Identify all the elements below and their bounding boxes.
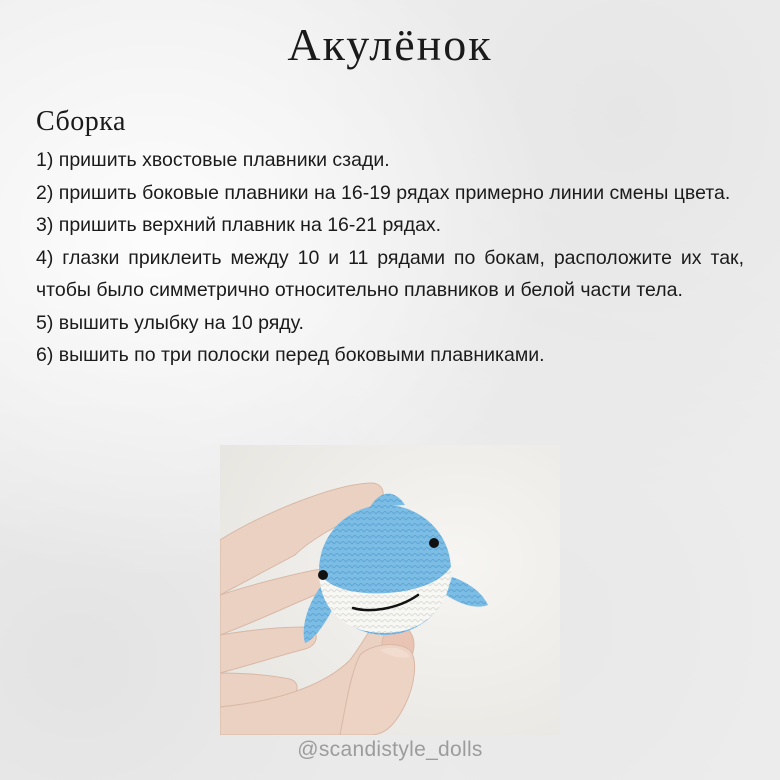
step-item: 1) пришить хвостовые плавники сзади. [36, 149, 390, 171]
step-item: 6) вышить по три полоски перед боковыми плавниками. [36, 344, 545, 366]
assembly-steps [36, 144, 744, 372]
step-item: 2) пришить боковые плавники на 16-19 рядах примерно линии смены цвета. [36, 181, 731, 204]
step-item: 4) глазки приклеить между 10 и 11 рядами по бокам, расположите их так, чтобы было симметрично относительно плавников и белой части тела. [36, 246, 744, 301]
page-title: Акулёнок [287, 19, 493, 70]
right-eye [429, 538, 439, 548]
left-eye [318, 570, 328, 580]
step-item: 3) пришить верхний плавник на 16-21 рядах. [36, 214, 442, 236]
shark-toy-photo [220, 445, 560, 735]
step-item: 5) вышить улыбку на 10 ряду. [36, 311, 304, 334]
author-handle: @scandistyle_dolls [297, 738, 483, 761]
section-title: Сборка [36, 106, 126, 137]
